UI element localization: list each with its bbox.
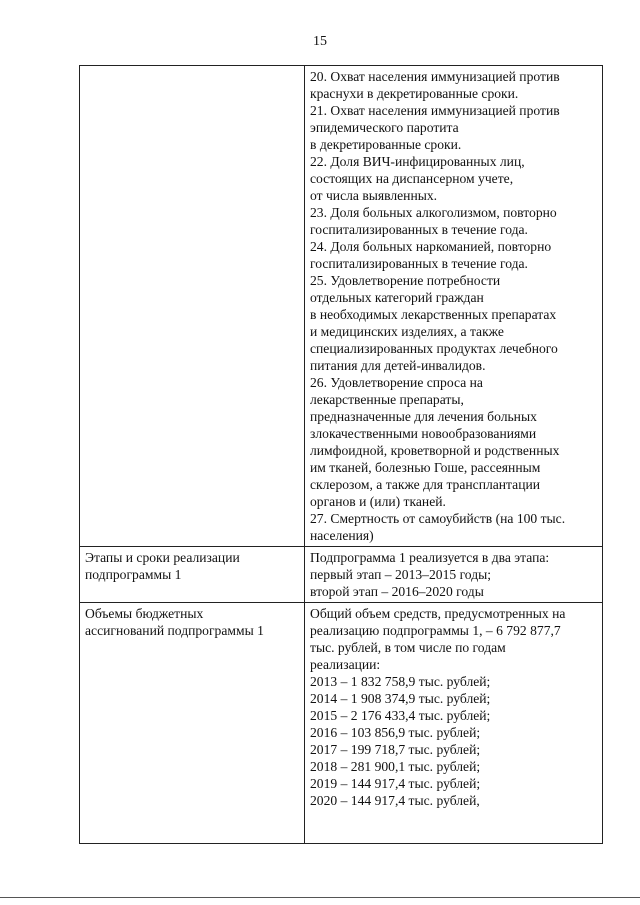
text-line: Подпрограмма 1 реализуется в два этапа: bbox=[310, 550, 550, 565]
table-row-indicators bbox=[80, 66, 603, 547]
page-number: 15 bbox=[313, 34, 327, 49]
text-line: 2018 – 281 900,1 тыс. рублей; bbox=[310, 759, 481, 774]
label-line: Объемы бюджетных bbox=[85, 606, 204, 621]
text-line: госпитализированных в течение года. bbox=[310, 256, 528, 271]
text-line: 23. Доля больных алкоголизмом, повторно bbox=[310, 205, 557, 220]
text-line: второй этап – 2016–2020 годы bbox=[310, 584, 484, 599]
row-content-cell bbox=[305, 66, 603, 547]
label-line: Этапы и сроки реализации bbox=[85, 550, 240, 565]
text-line: Общий объем средств, предусмотренных на bbox=[310, 606, 566, 621]
text-line: 26. Удовлетворение спроса на bbox=[310, 375, 483, 390]
row-content-cell bbox=[305, 603, 603, 844]
text-line: реализацию подпрограммы 1, – 6 792 877,7 bbox=[310, 623, 561, 638]
text-line: лимфоидной, кроветворной и родственных bbox=[310, 443, 560, 458]
text-line: предназначенные для лечения больных bbox=[310, 409, 537, 424]
text-line: 25. Удовлетворение потребности bbox=[310, 273, 501, 288]
text-line: 24. Доля больных наркоманией, повторно bbox=[310, 239, 552, 254]
text-line: первый этап – 2013–2015 годы; bbox=[310, 567, 492, 582]
text-line: населения) bbox=[310, 528, 374, 543]
text-line: 2013 – 1 832 758,9 тыс. рублей; bbox=[310, 674, 491, 689]
text-line: 27. Смертность от самоубийств (на 100 тыс. bbox=[310, 511, 566, 526]
label-line: подпрограммы 1 bbox=[85, 567, 182, 582]
passport-table bbox=[79, 65, 603, 844]
text-line: 2014 – 1 908 374,9 тыс. рублей; bbox=[310, 691, 491, 706]
row-label-cell bbox=[80, 66, 305, 547]
row-label-cell bbox=[80, 547, 305, 603]
text-line: эпидемического паротита bbox=[310, 120, 459, 135]
text-line: 2019 – 144 917,4 тыс. рублей; bbox=[310, 776, 481, 791]
text-line: в декретированные сроки. bbox=[310, 137, 462, 152]
text-line: 2015 – 2 176 433,4 тыс. рублей; bbox=[310, 708, 491, 723]
text-line: 2016 – 103 856,9 тыс. рублей; bbox=[310, 725, 481, 740]
text-line: 2020 – 144 917,4 тыс. рублей, bbox=[310, 793, 480, 808]
text-line: 2017 – 199 718,7 тыс. рублей; bbox=[310, 742, 481, 757]
table-row-stages bbox=[80, 547, 603, 603]
text-line: лекарственные препараты, bbox=[310, 392, 464, 407]
text-line: злокачественными новообразованиями bbox=[310, 426, 537, 441]
text-line: питания для детей-инвалидов. bbox=[310, 358, 486, 373]
table-row-funding bbox=[80, 603, 603, 844]
text-line: состоящих на диспансерном учете, bbox=[310, 171, 514, 186]
text-line: специализированных продуктах лечебного bbox=[310, 341, 558, 356]
row-content-cell bbox=[305, 547, 603, 603]
text-line: склерозом, а также для трансплантации bbox=[310, 477, 541, 492]
page-bottom-rule bbox=[0, 897, 640, 898]
text-line: краснухи в декретированные сроки. bbox=[310, 86, 519, 101]
text-line: реализации: bbox=[310, 657, 381, 672]
text-line: тыс. рублей, в том числе по годам bbox=[310, 640, 506, 655]
text-line: от числа выявленных. bbox=[310, 188, 438, 203]
text-line: 21. Охват населения иммунизацией против bbox=[310, 103, 560, 118]
text-line: в необходимых лекарственных препаратах bbox=[310, 307, 557, 322]
text-line: 22. Доля ВИЧ-инфицированных лиц, bbox=[310, 154, 525, 169]
row-label-cell bbox=[80, 603, 305, 844]
text-line: органов и (или) тканей. bbox=[310, 494, 446, 509]
text-line: 20. Охват населения иммунизацией против bbox=[310, 69, 560, 84]
text-line: им тканей, болезнью Гоше, рассеянным bbox=[310, 460, 541, 475]
text-line: и медицинских изделиях, а также bbox=[310, 324, 504, 339]
label-line: ассигнований подпрограммы 1 bbox=[85, 623, 264, 638]
text-line: отдельных категорий граждан bbox=[310, 290, 484, 305]
text-line: госпитализированных в течение года. bbox=[310, 222, 528, 237]
